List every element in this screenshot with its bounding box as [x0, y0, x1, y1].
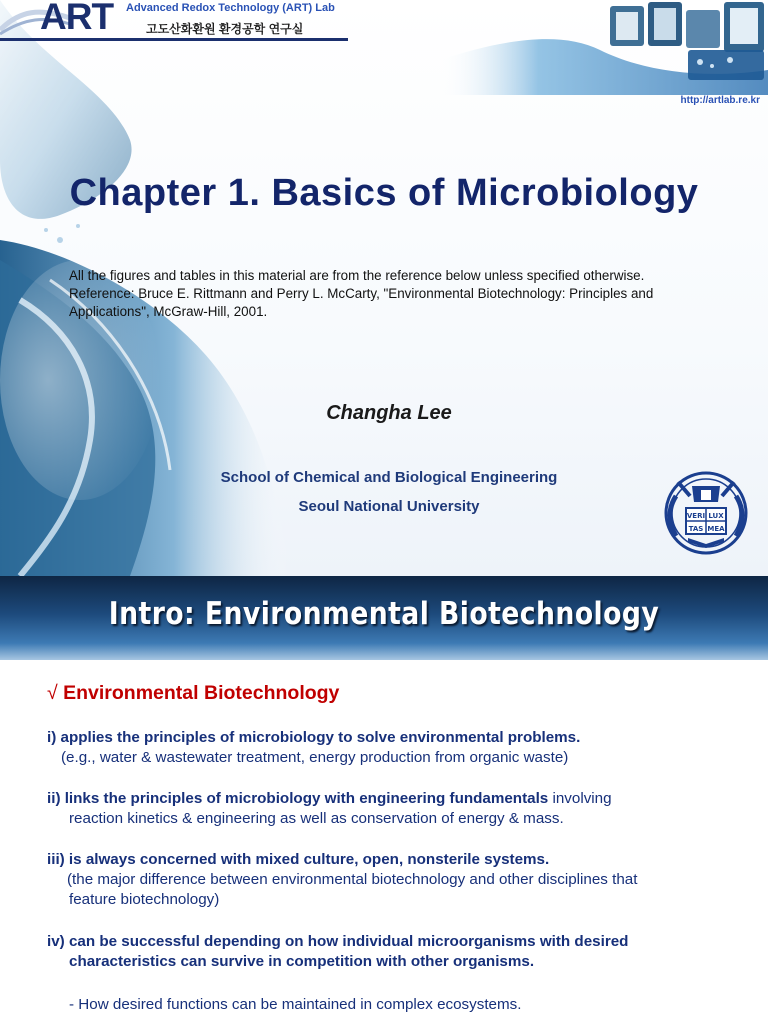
item-ii-main	[47, 789, 727, 809]
intro-slide	[0, 576, 768, 1024]
list-item-iv	[47, 932, 727, 1015]
item-i-sub: (e.g., water & wastewater treatment, energy production from organic waste)	[61, 749, 569, 766]
lab-photos-banner	[440, 0, 768, 95]
item-iii-sub1: (the major difference between environmental biotechnology and other disciplines that	[67, 871, 638, 888]
item-ii-cont: reaction kinetics & engineering as well as conservation of energy & mass.	[69, 810, 564, 827]
banner-title: Intro: Environmental Biotechnology	[108, 596, 660, 632]
list-item-ii	[47, 789, 727, 829]
header-divider	[0, 38, 348, 41]
university-emblem	[662, 468, 750, 558]
check-mark-icon: √	[47, 682, 58, 704]
item-iii-main: iii) is always concerned with mixed culture, open, nonsterile systems.	[47, 851, 550, 868]
item-iv-note: - How desired functions can be maintained in complex ecosystems.	[69, 996, 522, 1013]
svg-text:LUX: LUX	[708, 512, 724, 520]
art-logo-text: ART	[40, 0, 114, 37]
svg-text:TAS: TAS	[688, 525, 704, 533]
list-item-iii	[47, 850, 727, 910]
section-heading-text: Environmental Biotechnology	[63, 682, 340, 704]
lab-name-korean: 고도산화환원 환경공학 연구실	[146, 22, 304, 36]
slide-header-banner	[0, 576, 768, 660]
list-item-i	[47, 728, 727, 768]
reference-line-2: Reference: Bruce E. Rittmann and Perry L. McCarty, "Environmental Biotechnology: Principles and Applications", McGraw-Hill, 2001.	[69, 286, 654, 319]
slide-title: Chapter 1. Basics of Microbiology	[69, 172, 699, 214]
affiliation-university: Seoul National University	[298, 498, 480, 515]
reference-line-1: All the figures and tables in this material are from the reference below unless specified otherwise.	[69, 268, 645, 283]
svg-text:MEA: MEA	[707, 525, 725, 533]
item-ii-main-rest: involving	[548, 790, 612, 807]
item-i-main: i) applies the principles of microbiology to solve environmental problems.	[47, 729, 581, 746]
lab-url: http://artlab.re.kr	[680, 95, 760, 106]
lab-name-english: Advanced Redox Technology (ART) Lab	[126, 2, 335, 14]
item-iv-cont: characteristics can survive in competition with other organisms.	[69, 953, 535, 970]
section-heading	[47, 682, 339, 705]
affiliation-school: School of Chemical and Biological Engineering	[220, 469, 558, 486]
reference-note	[69, 267, 729, 321]
item-iii-sub2: feature biotechnology)	[69, 891, 220, 908]
item-iv-main: iv) can be successful depending on how individual microorganisms with desired	[47, 933, 629, 950]
author-name: Changha Lee	[326, 402, 452, 424]
item-ii-main-bold: ii) links the principles of microbiology with engineering fundamentals	[47, 790, 549, 807]
svg-text:VERI: VERI	[686, 512, 706, 520]
